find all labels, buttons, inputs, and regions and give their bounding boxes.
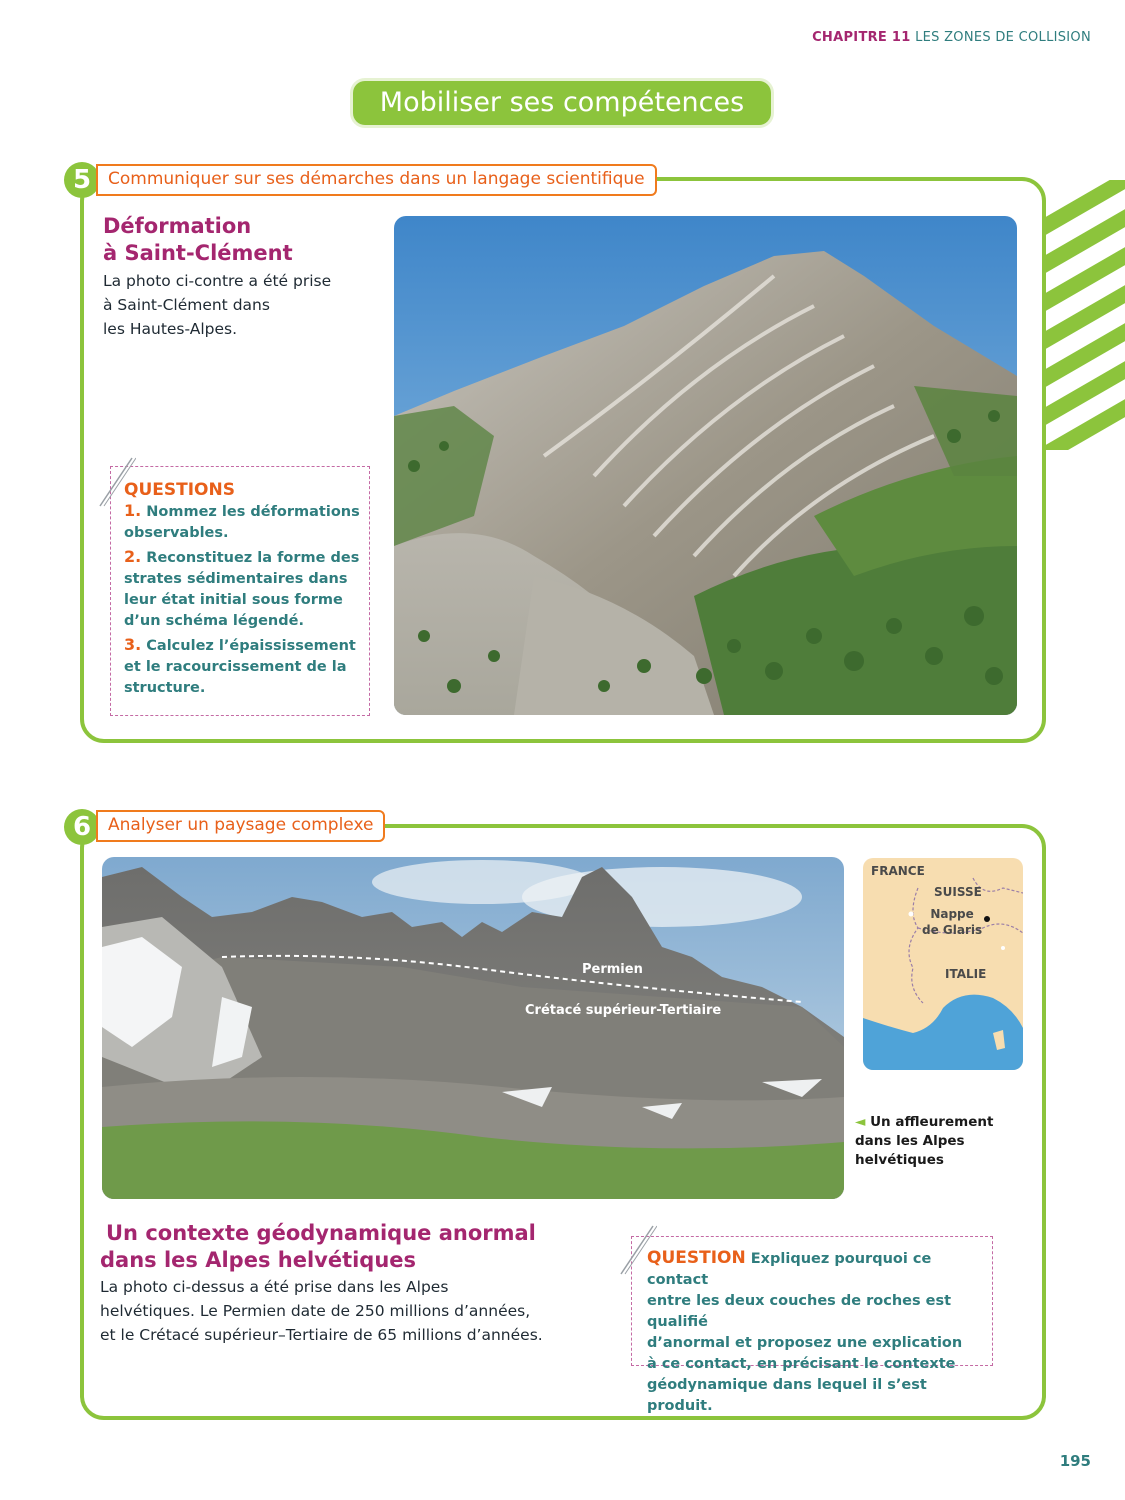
question-line: entre les deux couches de roches est qualifié (647, 1293, 952, 1330)
exercise-6-question (647, 1248, 987, 1417)
chapter-header (812, 30, 1091, 45)
question-line: géodynamique dans lequel il s’est produit. (647, 1377, 927, 1414)
exercise-6-badge: 6 (64, 809, 100, 845)
question-1 (124, 500, 360, 544)
map-label-italie: ITALIE (945, 967, 987, 981)
caption-arrow-icon: ◄ (855, 1114, 866, 1130)
question-line: QUESTION Expliquez pourquoi ce contact (647, 1248, 932, 1288)
text-line: La photo ci-contre a été prise (103, 272, 332, 290)
caption-line: ◄ Un affleurement (855, 1114, 994, 1130)
question-number: 1. (124, 501, 142, 520)
exercise-6-title: Analyser un paysage complexe (96, 810, 385, 842)
page-number: 195 (1059, 1452, 1091, 1470)
question-2 (124, 546, 360, 632)
exercise-5-badge: 5 (64, 162, 100, 198)
question-line: d’anormal et proposez une explication (647, 1335, 963, 1351)
permien-label: Permien (582, 962, 643, 977)
section-title: Mobiliser ses compétences (353, 81, 771, 125)
text-line: à Saint-Clément dans (103, 296, 270, 314)
decorative-stripes (1043, 180, 1125, 450)
heading-line: Un contexte géodynamique anormal (106, 1221, 536, 1245)
map-label-france: FRANCE (871, 864, 925, 878)
saint-clement-photo (394, 216, 1017, 715)
text-line: les Hautes-Alpes. (103, 320, 238, 338)
map-label-line: de Glaris (922, 923, 983, 937)
question-text: Calculez l’épaississement (146, 638, 356, 654)
map-label-suisse: SUISSE (934, 885, 982, 899)
question-text: observables. (124, 525, 229, 541)
question-text: et le racourcissement de la (124, 659, 347, 675)
question-text: Nommez les déformations (146, 504, 360, 520)
heading-line: Déformation (103, 214, 252, 238)
question-text: Reconstituez la forme des (146, 550, 360, 566)
question-label: QUESTION (647, 1248, 746, 1268)
map-label-nappe (922, 906, 982, 938)
exercise-5-title: Communiquer sur ses démarches dans un langage scientifique (96, 164, 657, 196)
question-number: 3. (124, 635, 142, 654)
question-text: structure. (124, 680, 206, 696)
exercise-5-heading (103, 213, 293, 267)
exercise-5-text (103, 269, 331, 341)
map-label-line: Nappe (930, 907, 974, 921)
question-3 (124, 634, 360, 699)
question-line: à ce contact, en précisant le contexte (647, 1356, 956, 1372)
caption-line: helvétiques (855, 1152, 944, 1168)
question-text: strates sédimentaires dans (124, 571, 348, 587)
exercise-5-questions (124, 480, 360, 699)
text-line: et le Crétacé supérieur–Tertiaire de 65 millions d’années. (100, 1326, 543, 1344)
photo-caption (855, 1113, 993, 1170)
text-line: helvétiques. Le Permien date de 250 millions d’années, (100, 1302, 531, 1320)
heading-line: à Saint-Clément (103, 241, 293, 265)
chapter-number: CHAPITRE 11 (812, 30, 911, 45)
question-text: d’un schéma légendé. (124, 613, 304, 629)
heading-line: dans les Alpes helvétiques (100, 1248, 417, 1272)
caption-line: dans les Alpes (855, 1133, 965, 1149)
questions-label: QUESTIONS (124, 480, 235, 500)
question-number: 2. (124, 547, 142, 566)
exercise-6-text (100, 1275, 543, 1347)
exercise-6-heading (100, 1220, 536, 1274)
text-line: La photo ci-dessus a été prise dans les Alpes (100, 1278, 449, 1296)
alpes-helvetiques-photo (102, 857, 844, 1199)
cretace-label: Crétacé supérieur-Tertiaire (525, 1003, 722, 1018)
chapter-title: LES ZONES DE COLLISION (915, 30, 1091, 45)
question-text: leur état initial sous forme (124, 592, 343, 608)
